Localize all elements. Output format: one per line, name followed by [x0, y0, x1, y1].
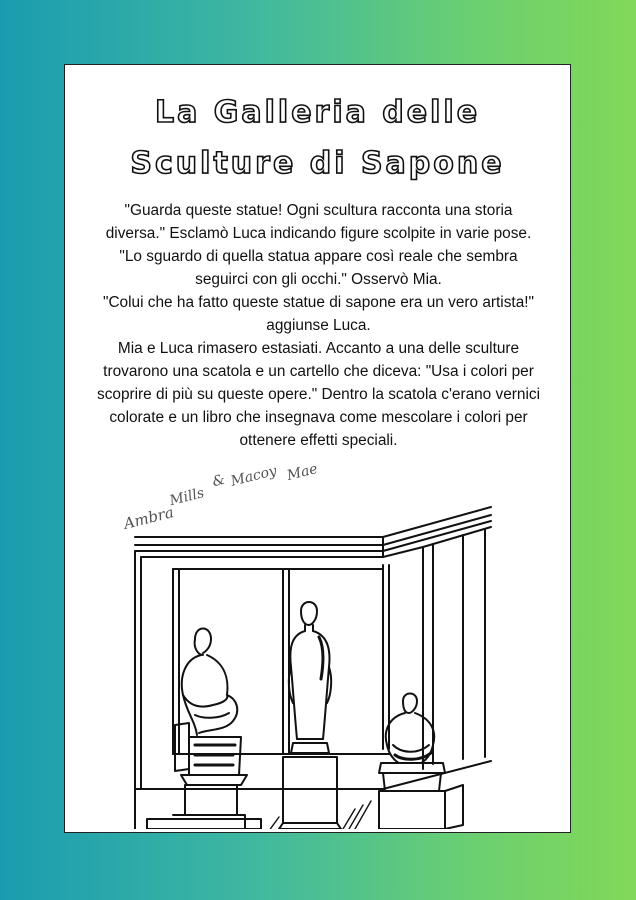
title-line-1: La Galleria delle	[154, 95, 481, 130]
svg-text:Macoy: Macoy	[229, 462, 279, 490]
story-paragraph: "Lo sguardo di quella statua appare così reale che sembra seguirci con gli occhi." Osservò Mia.	[119, 248, 518, 288]
coloring-page	[64, 64, 571, 833]
svg-text:Ambra: Ambra	[121, 503, 176, 533]
kneeling-bust-statue	[379, 694, 463, 830]
story-paragraph: "Guarda queste statue! Ogni scultura racconta una storia diversa." Esclamò Luca indicando figure scolpite in varie pose.	[105, 202, 532, 242]
floor-shadow-icon	[263, 801, 371, 829]
svg-text:&: &	[210, 471, 227, 491]
gallery-illustration	[133, 499, 495, 829]
svg-text:Mae: Mae	[285, 460, 320, 484]
svg-text:Mills: Mills	[167, 485, 206, 510]
page-title	[65, 87, 570, 189]
story-paragraph: "Colui che ha fatto queste statue di sapone era un vero artista!" aggiunse Luca.	[102, 294, 534, 334]
title-line-2: Sculture di Sapone	[130, 146, 505, 181]
seated-figure-statue	[147, 629, 261, 830]
room-walls-icon	[135, 507, 491, 829]
story-paragraph: Mia e Luca rimasero estasiati. Accanto a una delle sculture trovarono una scatola e un cartello che diceva: "Usa i colori per scoprire di più su queste opere." Dentro la scatola c'erano vernici colorate e un libro che insegnava come mescolare i colori per ottenere effetti speciali.	[97, 340, 540, 449]
story-text	[93, 199, 544, 452]
